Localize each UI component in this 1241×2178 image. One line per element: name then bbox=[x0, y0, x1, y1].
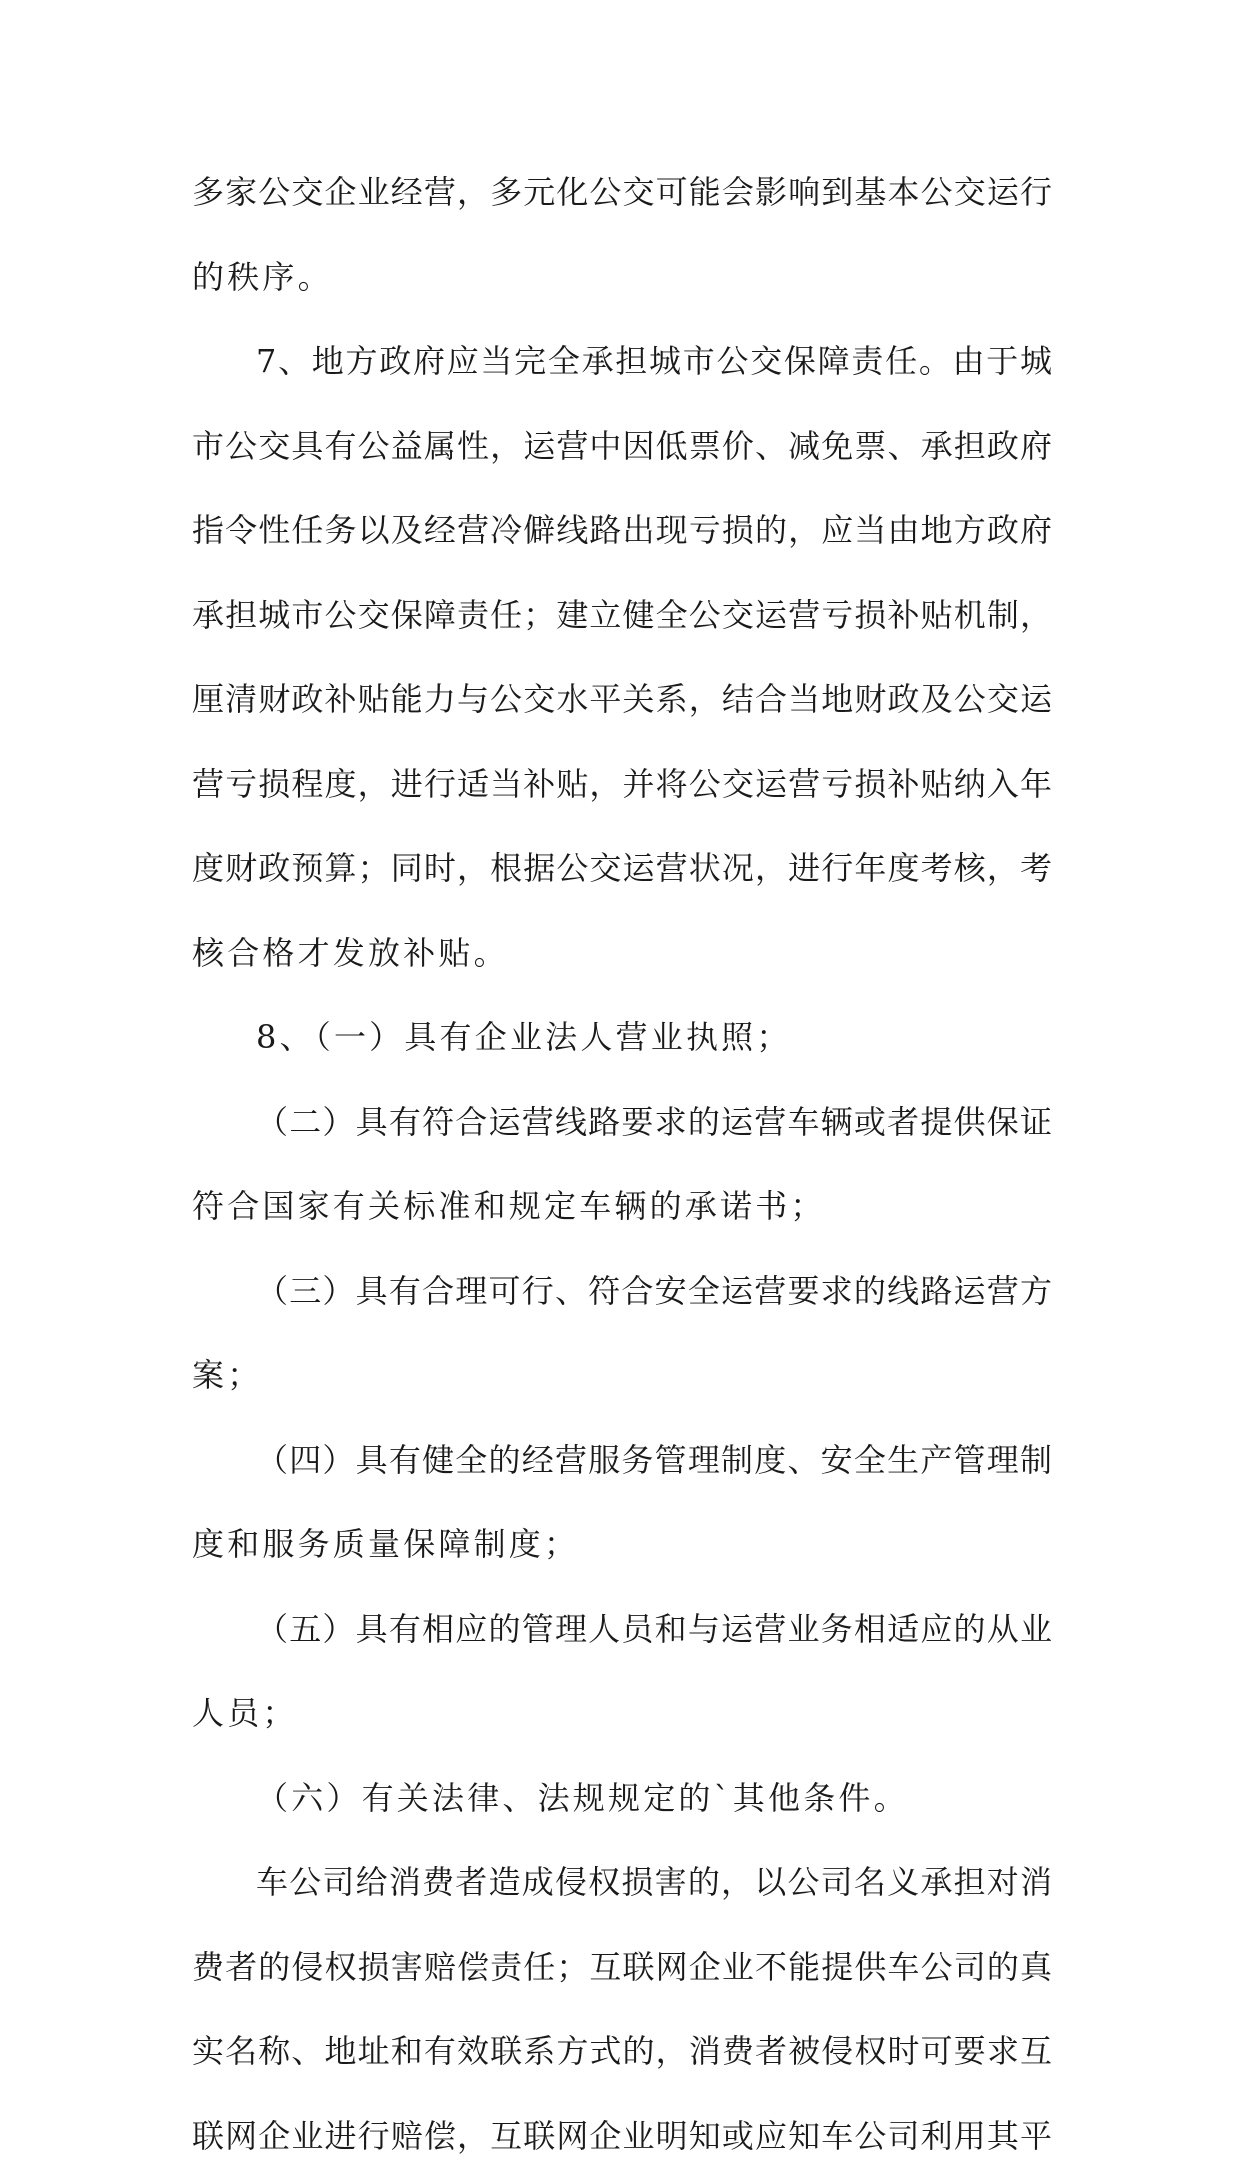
text-line: （三）具有合理可行、符合安全运营要求的线路运营方 bbox=[192, 1249, 1052, 1334]
text-line: 市公交具有公益属性，运营中因低票价、减免票、承担政府 bbox=[192, 404, 1052, 489]
text-line: 度财政预算；同时，根据公交运营状况，进行年度考核，考 bbox=[192, 826, 1052, 911]
text-line: 8、（一）具有企业法人营业执照； bbox=[192, 995, 1052, 1080]
text-line: 联网企业进行赔偿，互联网企业明知或应知车公司利用其平 bbox=[192, 2094, 1052, 2178]
text-line: （六）有关法律、法规规定的`其他条件。 bbox=[192, 1756, 1052, 1841]
text-line: 案； bbox=[192, 1333, 1052, 1418]
text-line: （二）具有符合运营线路要求的运营车辆或者提供保证 bbox=[192, 1080, 1052, 1165]
text-line: 车公司给消费者造成侵权损害的，以公司名义承担对消 bbox=[192, 1840, 1052, 1925]
text-line: 实名称、地址和有效联系方式的，消费者被侵权时可要求互 bbox=[192, 2009, 1052, 2094]
text-line: 指令性任务以及经营冷僻线路出现亏损的，应当由地方政府 bbox=[192, 488, 1052, 573]
text-line: 费者的侵权损害赔偿责任；互联网企业不能提供车公司的真 bbox=[192, 1925, 1052, 2010]
text-line: 核合格才发放补贴。 bbox=[192, 911, 1052, 996]
text-line: 厘清财政补贴能力与公交水平关系，结合当地财政及公交运 bbox=[192, 657, 1052, 742]
text-line: 符合国家有关标准和规定车辆的承诺书； bbox=[192, 1164, 1052, 1249]
text-line: 人员； bbox=[192, 1671, 1052, 1756]
text-line: （五）具有相应的管理人员和与运营业务相适应的从业 bbox=[192, 1587, 1052, 1672]
document-page bbox=[192, 150, 1052, 2178]
text-line: 承担城市公交保障责任；建立健全公交运营亏损补贴机制， bbox=[192, 573, 1052, 658]
text-line: 的秩序。 bbox=[192, 235, 1052, 320]
text-line: 度和服务质量保障制度； bbox=[192, 1502, 1052, 1587]
text-line: 营亏损程度，进行适当补贴，并将公交运营亏损补贴纳入年 bbox=[192, 742, 1052, 827]
text-line: 7、地方政府应当完全承担城市公交保障责任。由于城 bbox=[192, 319, 1052, 404]
text-line: （四）具有健全的经营服务管理制度、安全生产管理制 bbox=[192, 1418, 1052, 1503]
text-line: 多家公交企业经营，多元化公交可能会影响到基本公交运行 bbox=[192, 150, 1052, 235]
